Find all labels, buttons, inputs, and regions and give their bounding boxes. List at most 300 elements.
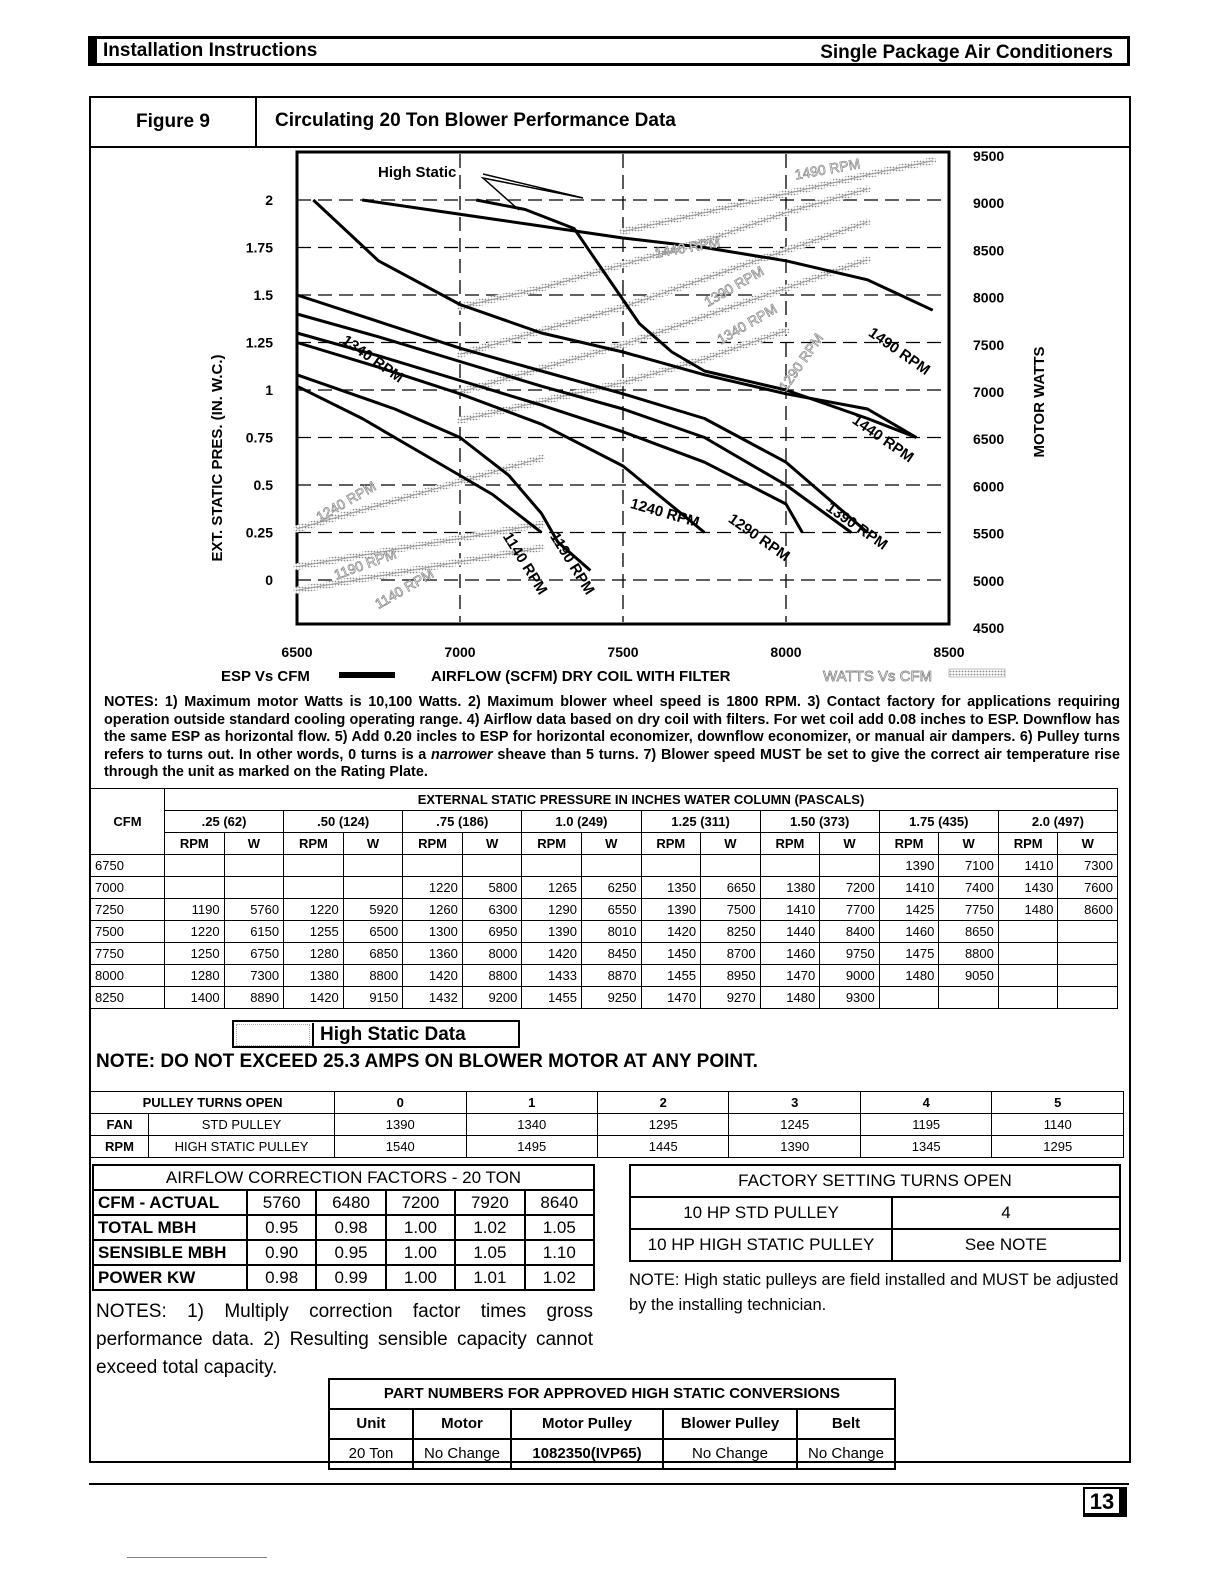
table-cell: 1400 [165,987,225,1009]
table-cell [343,877,403,899]
table-cell: 1255 [284,921,344,943]
y2-tick-label: 9000 [973,195,1005,212]
table-cell: 7750 [939,899,999,921]
legend-watts-label: WATTS Vs CFM [823,668,933,685]
table-cell: 7400 [939,877,999,899]
legend-esp-label: ESP Vs CFM [221,668,310,685]
table-cell: 1300 [403,921,463,943]
table-cell: 9200 [462,987,522,1009]
rpm-col-header: RPM [522,833,582,855]
table-cell: 1430 [998,877,1058,899]
table-cell [998,921,1058,943]
cfm-cell: 7000 [91,877,165,899]
w-col-header: W [701,833,761,855]
table-cell: 7600 [1058,877,1118,899]
turns-header: 4 [860,1092,991,1114]
table-cell: 1410 [998,855,1058,877]
cfm-cell: 6750 [91,855,165,877]
table-cell: 5760 [224,899,284,921]
pulley-hs-row [91,1136,1124,1158]
table-cell: 1190 [165,899,225,921]
table-cell: 1440 [760,921,820,943]
table-cell: 6950 [462,921,522,943]
legend-esp-swatch [339,672,395,678]
correction-cell: 1.00 [386,1215,455,1240]
y-tick-label: 1.75 [245,239,273,256]
table-cell: 6550 [581,899,641,921]
watts-curve-label: 1490 RPM [793,155,862,183]
x-tick-label: 7000 [444,644,476,660]
table-cell: 7500 [701,899,761,921]
correction-cell: 0.90 [247,1240,316,1265]
parts-cell: 20 Ton [329,1439,413,1469]
table-cell: 1460 [879,921,939,943]
table-cell [165,855,225,877]
y-tick-label: 0.5 [253,477,273,493]
y-tick-label: 1.25 [245,334,273,351]
table-cell: 7200 [820,877,880,899]
rpm-col-header: RPM [165,833,225,855]
esp-group-header: EXTERNAL STATIC PRESSURE IN INCHES WATER COLUMN (PASCALS) [165,789,1118,811]
y2-tick-labels [973,148,1004,636]
footer-rule [89,1483,1129,1485]
parts-title: PART NUMBERS FOR APPROVED HIGH STATIC CONVERSIONS [329,1379,895,1409]
table-cell: 1220 [165,921,225,943]
y-tick-label: 0.25 [245,524,273,541]
turns-header: 1 [466,1092,597,1114]
pressure-header: .50 (124) [284,811,403,833]
std-pulley-label: STD PULLEY [149,1114,335,1136]
cfm-cell: 8000 [91,965,165,987]
pulley-turns-table [90,1091,1124,1158]
rpm-col-header: RPM [998,833,1058,855]
table-cell [165,877,225,899]
table-cell: 1480 [760,987,820,1009]
table-cell: 1432 [403,987,463,1009]
x-tick-label: 8000 [770,644,802,660]
rpm-label: RPM [91,1136,149,1158]
table-cell: 5920 [343,899,403,921]
cfm-cell: 7250 [91,899,165,921]
correction-cell: 7920 [455,1190,524,1215]
esp-performance-table [90,788,1118,1009]
table-cell: 6150 [224,921,284,943]
amps-warning-note: NOTE: DO NOT EXCEED 25.3 AMPS ON BLOWER MOTOR AT ANY POINT. [96,1051,758,1072]
table-cell: 8010 [581,921,641,943]
correction-row-label: SENSIBLE MBH [93,1240,247,1265]
factory-note: NOTE: High static pulleys are field installed and MUST be adjusted by the installing technician. [629,1271,1119,1314]
y2-tick-label: 7000 [973,384,1005,400]
blower-performance-chart [91,148,1129,688]
watts-curve-label: 1290 RPM [775,330,827,394]
table-row [91,943,1118,965]
notes-text-a: NOTES: 1) Maximum motor Watts is 10,100 Watts. 2) Maximum blower wheel speed is 1800 RPM. 3) Contact factory for applications requiring operation outside standard cooling operating range. 4) Airflow data based on dry coil with filters. For wet coil add 0.08 inches to ESP. Downflow has the same ESP as horizontal flow. 5) Add 0.20 incles to ESP for horizontal economizer, downflow economizer, or manual air dampers. 6) Pulley turns refers to turns out. In other words, 0 turns is a [104,694,1120,763]
table-cell: 1420 [641,921,701,943]
pulley-turns-header: PULLEY TURNS OPEN [91,1092,335,1114]
table-cell: 7300 [1058,855,1118,877]
std-rpm-cell: 1195 [860,1114,991,1136]
watts-curve-label: 1340 RPM [714,300,780,348]
turns-header: 5 [992,1092,1124,1114]
high-static-legend [232,1020,520,1048]
rpm-w-header-row [91,833,1118,855]
esp-curve-label: 1140 RPM [498,529,551,598]
table-cell: 1280 [284,943,344,965]
factory-title: FACTORY SETTING TURNS OPEN [630,1165,1120,1197]
watts-curve-label: 1140 RPM [372,565,437,612]
hs-rpm-cell: 1445 [597,1136,728,1158]
std-rpm-cell: 1295 [597,1114,728,1136]
y2-tick-label: 8000 [973,289,1005,306]
pressure-header: .75 (186) [403,811,522,833]
table-cell: 1390 [641,899,701,921]
rpm-col-header: RPM [403,833,463,855]
table-cell [581,855,641,877]
table-cell: 8700 [701,943,761,965]
table-cell: 1420 [403,965,463,987]
pressure-header: 1.50 (373) [760,811,879,833]
table-cell: 1290 [522,899,582,921]
rpm-col-header: RPM [641,833,701,855]
hs-rpm-cell: 1345 [860,1136,991,1158]
rpm-col-header: RPM [879,833,939,855]
y2-tick-label: 7500 [973,336,1005,353]
correction-cell: 1.00 [386,1240,455,1265]
correction-notes: NOTES: 1) Multiply correction factor times gross performance data. 2) Resulting sensible capacity cannot exceed total capacity. [96,1301,593,1378]
table-cell: 7700 [820,899,880,921]
factory-row-value: See NOTE [892,1229,1120,1261]
factory-row-value: 4 [892,1197,1120,1229]
esp-curve-label: 1340 RPM [338,331,407,387]
esp-table-body [91,855,1118,1009]
header-left-title: Installation Instructions [103,40,318,61]
std-rpm-cell: 1340 [466,1114,597,1136]
table-cell: 8250 [701,921,761,943]
table-row [91,921,1118,943]
watts-curve-label: 1390 RPM [701,262,767,310]
parts-column-header: Motor Pulley [511,1409,663,1439]
esp-curve-label: 1390 RPM [822,499,891,554]
parts-data-row [329,1439,895,1469]
table-cell: 1480 [998,899,1058,921]
y-tick-label: 2 [265,192,273,208]
table-cell [284,877,344,899]
correction-cell: 0.98 [316,1215,385,1240]
pressure-header: 1.0 (249) [522,811,641,833]
hs-rpm-cell: 1295 [992,1136,1124,1158]
table-cell: 1420 [284,987,344,1009]
footer-link-line [127,1557,267,1558]
table-row [91,899,1118,921]
correction-cell: 1.00 [386,1265,455,1290]
pressure-header: 1.75 (435) [879,811,998,833]
fan-label: FAN [91,1114,149,1136]
table-cell [760,855,820,877]
cfm-cell: 8250 [91,987,165,1009]
y2-axis-label: MOTOR WATTS [1031,346,1048,458]
correction-cell: 1.05 [455,1240,524,1265]
factory-row-label: 10 HP STD PULLEY [630,1197,892,1229]
y2-tick-label: 5000 [973,572,1005,589]
watts-curve-label: 1190 RPM [331,545,399,583]
correction-cell: 8640 [525,1190,594,1215]
table-cell: 1475 [879,943,939,965]
correction-row-label: TOTAL MBH [93,1215,247,1240]
table-cell [403,855,463,877]
table-cell: 1455 [522,987,582,1009]
table-cell: 9150 [343,987,403,1009]
turns-header: 0 [335,1092,466,1114]
hs-rpm-cell: 1390 [729,1136,860,1158]
y-tick-labels [246,192,273,588]
table-cell: 8650 [939,921,999,943]
correction-row-label: CFM - ACTUAL [93,1190,247,1215]
y2-tick-label: 4500 [973,620,1005,636]
table-cell: 8000 [462,943,522,965]
high-static-annotation: High Static [378,164,457,181]
table-cell: 8450 [581,943,641,965]
y2-tick-label: 6500 [973,431,1005,448]
table-cell: 1390 [522,921,582,943]
parts-header-row [329,1409,895,1439]
table-cell [701,855,761,877]
table-cell: 1420 [522,943,582,965]
parts-column-header: Motor [413,1409,511,1439]
table-cell: 1455 [641,965,701,987]
hs-rpm-cell: 1540 [335,1136,466,1158]
esp-curve-label: 1290 RPM [725,510,793,566]
y-axis-label: EXT. STATIC PRES. (IN. W.C.) [209,354,226,562]
parts-cell: No Change [413,1439,511,1469]
w-col-header: W [224,833,284,855]
table-cell: 1260 [403,899,463,921]
table-cell: 1380 [760,877,820,899]
table-row [91,855,1118,877]
y2-tick-label: 6000 [973,478,1005,495]
table-cell [1058,965,1118,987]
watts-curve-label: 1440 RPM [653,233,722,261]
table-cell: 9000 [820,965,880,987]
table-cell: 1360 [403,943,463,965]
y-tick-label: 0 [265,572,273,588]
correction-cell: 7200 [386,1190,455,1215]
pulley-std-row [91,1114,1124,1136]
table-cell [998,987,1058,1009]
table-cell [522,855,582,877]
correction-cell: 0.99 [316,1265,385,1290]
pressure-header: 2.0 (497) [998,811,1117,833]
correction-cell: 1.02 [455,1215,524,1240]
table-cell: 6850 [343,943,403,965]
rpm-col-header: RPM [284,833,344,855]
table-cell: 9050 [939,965,999,987]
table-cell [998,965,1058,987]
table-cell [462,855,522,877]
table-row [91,877,1118,899]
correction-cell: 0.95 [316,1240,385,1265]
table-cell: 9250 [581,987,641,1009]
notes-text-emphasis: narrower [431,746,493,763]
high-static-swatch [236,1024,310,1046]
correction-cell: 1.10 [525,1240,594,1265]
table-cell [820,855,880,877]
table-cell: 1480 [879,965,939,987]
table-cell: 1460 [760,943,820,965]
pressure-header: 1.25 (311) [641,811,760,833]
table-row [93,1240,594,1265]
table-cell [879,987,939,1009]
cfm-cell: 7750 [91,943,165,965]
correction-cell: 1.01 [455,1265,524,1290]
table-cell: 1470 [760,965,820,987]
y2-tick-label: 9500 [973,148,1005,164]
pressure-header-row [91,811,1118,833]
page-number: 13 [1083,1487,1127,1517]
y-tick-label: 0.75 [245,429,273,446]
table-cell: 1350 [641,877,701,899]
table-cell [1058,921,1118,943]
factory-setting-table [629,1164,1121,1262]
performance-notes [104,694,1120,782]
table-cell: 9270 [701,987,761,1009]
cfm-header: CFM [91,789,165,855]
watts-curve-label: 1240 RPM [313,477,379,525]
table-cell: 1425 [879,899,939,921]
table-cell [641,855,701,877]
parts-column-header: Unit [329,1409,413,1439]
esp-curve-label: 1440 RPM [848,411,917,467]
correction-row-label: POWER KW [93,1265,247,1290]
table-cell: 1470 [641,987,701,1009]
table-row [91,987,1118,1009]
table-cell: 5800 [462,877,522,899]
table-cell: 8870 [581,965,641,987]
table-cell: 1450 [641,943,701,965]
parts-column-header: Blower Pulley [663,1409,797,1439]
table-cell: 8950 [701,965,761,987]
table-cell: 8890 [224,987,284,1009]
table-cell: 1280 [165,965,225,987]
factory-row-label: 10 HP HIGH STATIC PULLEY [630,1229,892,1261]
table-cell: 1220 [403,877,463,899]
airflow-correction-table [92,1164,595,1291]
table-cell: 8600 [1058,899,1118,921]
parts-cell: No Change [663,1439,797,1469]
turns-header: 3 [729,1092,860,1114]
legend-watts-swatch [949,669,1005,677]
table-cell: 6250 [581,877,641,899]
esp-curve-label: 1190 RPM [546,529,598,598]
correction-cell: 1.05 [525,1215,594,1240]
high-static-legend-label: High Static Data [312,1023,466,1047]
table-cell: 8800 [939,943,999,965]
table-cell [998,943,1058,965]
table-cell: 9300 [820,987,880,1009]
pulley-header-row [91,1092,1124,1114]
std-rpm-cell: 1390 [335,1114,466,1136]
correction-title: AIRFLOW CORRECTION FACTORS - 20 TON [93,1165,594,1190]
table-cell [224,877,284,899]
table-cell: 8400 [820,921,880,943]
w-col-header: W [820,833,880,855]
page-header [88,36,1130,66]
table-cell [1058,943,1118,965]
header-right-title: Single Package Air Conditioners [820,42,1113,63]
table-cell: 1220 [284,899,344,921]
table-cell: 1433 [522,965,582,987]
table-cell: 8800 [462,965,522,987]
std-rpm-cell: 1140 [992,1114,1124,1136]
table-cell: 1390 [879,855,939,877]
correction-cell: 0.95 [247,1215,316,1240]
y-tick-label: 1.5 [253,287,273,303]
table-cell [284,855,344,877]
y2-tick-label: 8500 [973,242,1005,259]
correction-cell: 0.98 [247,1265,316,1290]
table-row [93,1265,594,1290]
table-cell: 8800 [343,965,403,987]
x-tick-labels [281,644,964,660]
table-cell: 1265 [522,877,582,899]
pressure-header: .25 (62) [165,811,284,833]
esp-curve-label: 1490 RPM [865,324,934,379]
turns-header: 2 [597,1092,728,1114]
table-row [91,965,1118,987]
table-cell: 1410 [760,899,820,921]
table-cell: 7300 [224,965,284,987]
w-col-header: W [462,833,522,855]
table-cell: 9750 [820,943,880,965]
table-cell: 6300 [462,899,522,921]
table-cell: 6750 [224,943,284,965]
table-cell: 6500 [343,921,403,943]
parts-column-header: Belt [797,1409,895,1439]
part-numbers-table [328,1378,896,1470]
table-row [93,1215,594,1240]
table-cell [224,855,284,877]
table-cell: 1410 [879,877,939,899]
w-col-header: W [581,833,641,855]
x-tick-label: 7500 [607,644,639,660]
std-rpm-cell: 1245 [729,1114,860,1136]
rpm-col-header: RPM [760,833,820,855]
w-col-header: W [1058,833,1118,855]
table-cell [939,987,999,1009]
hs-pulley-label: HIGH STATIC PULLEY [149,1136,335,1158]
parts-cell: 1082350(IVP65) [511,1439,663,1469]
correction-cell: 1.02 [525,1265,594,1290]
x-tick-label: 8500 [933,644,965,660]
figure-label: Figure 9 [91,98,257,146]
table-cell: 1380 [284,965,344,987]
table-cell [1058,987,1118,1009]
table-cell [343,855,403,877]
x-axis-label: AIRFLOW (SCFM) DRY COIL WITH FILTER [431,668,731,685]
table-cell: 1250 [165,943,225,965]
parts-cell: No Change [797,1439,895,1469]
figure-title: Circulating 20 Ton Blower Performance Data [275,110,676,131]
y2-tick-label: 5500 [973,525,1005,542]
correction-cell: 6480 [316,1190,385,1215]
notes-text-b: sheave than 5 turns. 7) Blower speed MUST be set to give the correct air temperature rise through the unit as marked on the Rating Plate. [104,746,1120,781]
correction-cell: 5760 [247,1190,316,1215]
hs-rpm-cell: 1495 [466,1136,597,1158]
x-tick-label: 6500 [281,644,313,660]
cfm-cell: 7500 [91,921,165,943]
table-cell: 7100 [939,855,999,877]
table-cell: 6650 [701,877,761,899]
esp-curve-label: 1240 RPM [628,495,702,532]
